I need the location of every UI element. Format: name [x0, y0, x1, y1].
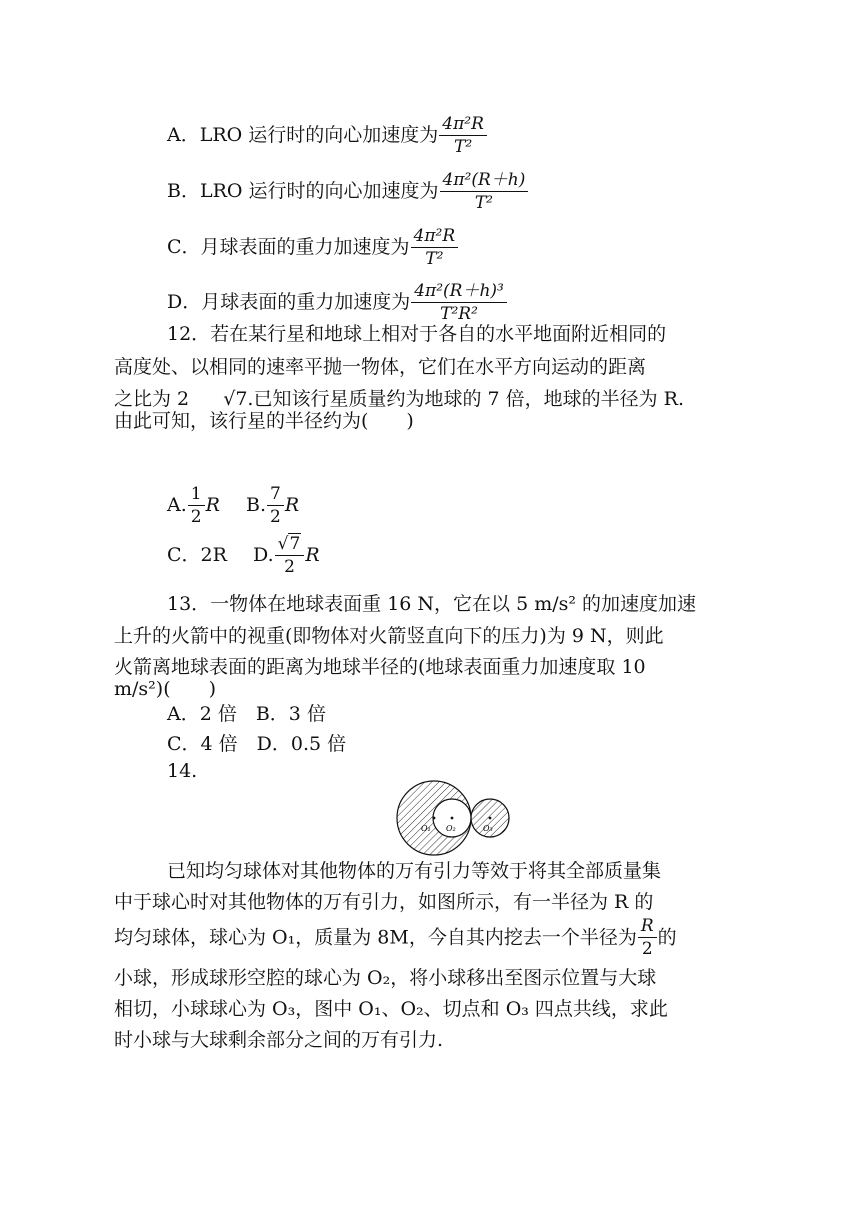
q14-number: 14. — [167, 760, 198, 782]
q13-line-1: 13．一物体在地球表面重 16 N，它在以 5 m/s² 的加速度加速 — [167, 593, 697, 615]
q12-line-1: 12．若在某行星和地球上相对于各自的水平地面附近相同的 — [167, 323, 667, 345]
q11-option-b-text: B．LRO 运行时的向心加速度为 — [167, 180, 439, 202]
q12-option-a-fraction: $\frac{1}{2}$ — [188, 486, 205, 526]
q11-option-d-text: D．月球表面的重力加速度为 — [167, 291, 411, 313]
q13-options-cd: C．4 倍 D．0.5 倍 — [167, 733, 347, 755]
q11-option-a-fraction: $\frac{\text{4π²R}}{\text{T²}}$ — [439, 116, 487, 156]
q12-line-2: 高度处、以相同的速率平抛一物体，它们在水平方向运动的距离 — [114, 356, 647, 378]
q14-fraction: $\frac{R}{2}$ — [638, 918, 657, 958]
q12-line-3: 之比为 2 √7.已知该行星质量约为地球的 7 倍，地球的半径为 R. — [114, 388, 685, 410]
q14-line-2: 中于球心时对其他物体的万有引力，如图所示，有一半径为 R 的 — [114, 891, 654, 913]
q11-option-d — [167, 283, 508, 323]
label-o1: O₁ — [421, 824, 431, 833]
center-o1 — [433, 817, 436, 820]
q11-option-b-fraction: $\frac{\text{4π²(R＋h)}}{\text{T²}}$ — [440, 172, 529, 212]
q12-option-b-fraction: $\frac{7}{2}$ — [267, 486, 284, 526]
center-o2 — [451, 817, 454, 820]
q11-option-c-fraction: $\frac{\text{4π²R}}{\text{T²}}$ — [411, 228, 459, 268]
q13-line-3: 火箭离地球表面的距离为地球半径的(地球表面重力加速度取 10 — [114, 656, 646, 678]
q12-option-d-fraction: $\frac{√7}{2}$ — [275, 536, 305, 576]
q14-line-5: 相切，小球球心为 O₃，图中 O₁、O₂、切点和 O₃ 四点共线，求此 — [114, 998, 668, 1020]
q11-option-d-fraction: $\frac{\text{4π²(R＋h)³}}{\text{T²R²}}$ — [411, 283, 507, 323]
q14-line-1: 已知均匀球体对其他物体的万有引力等效于将其全部质量集 — [167, 860, 662, 882]
q11-option-a-text: A．LRO 运行时的向心加速度为 — [167, 124, 439, 146]
spheres-figure — [395, 776, 515, 860]
q13-line-2: 上升的火箭中的视重(即物体对火箭竖直向下的压力)为 9 N，则此 — [114, 625, 664, 647]
q14-line-3: 均匀球体，球心为 O₁，质量为 8M，今自其内挖去一个半径为 $\frac{R}{2}$ 的 — [114, 916, 677, 959]
q12-options-cd: C．2R D. $\frac{√7}{2}$ R — [167, 534, 320, 577]
center-o3 — [489, 817, 492, 820]
q12-line-4: 由此可知，该行星的半径约为( ) — [114, 410, 414, 432]
q12-options-ab: A. $\frac{1}{2}$ R B. $\frac{7}{2}$ R — [167, 484, 300, 527]
q13-line-4: m/s²)( ) — [114, 678, 217, 700]
q11-option-b — [167, 172, 529, 212]
sqrt-icon: √ — [277, 534, 289, 554]
label-o2: O₂ — [446, 824, 456, 833]
q13-options-ab: A．2 倍 B．3 倍 — [167, 703, 326, 725]
q14-line-6: 时小球与大球剩余部分之间的万有引力. — [114, 1029, 444, 1051]
q11-option-c — [167, 228, 459, 268]
q11-option-c-text: C．月球表面的重力加速度为 — [167, 236, 410, 258]
sqrt-symbol: √ — [223, 388, 236, 410]
q14-line-4: 小球，形成球形空腔的球心为 O₂，将小球移出至图示位置与大球 — [114, 967, 657, 989]
label-o3: O₃ — [483, 824, 493, 833]
q11-option-a — [167, 116, 488, 156]
